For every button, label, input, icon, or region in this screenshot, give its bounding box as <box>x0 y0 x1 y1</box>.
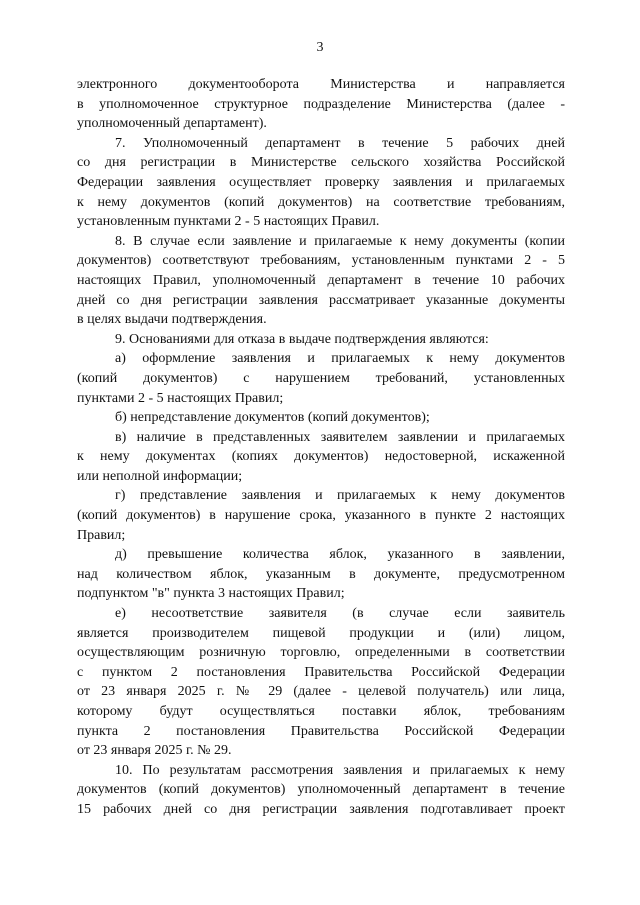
paragraph <box>77 486 565 545</box>
text-line: 8. В случае если заявление и прилагаемые к нему документы (копии <box>115 233 565 249</box>
text-line: а) оформление заявления и прилагаемых к нему документов <box>115 351 565 367</box>
text-line: от 23 января 2025 г. № 29. <box>77 743 232 759</box>
text-line: г) представление заявления и прилагаемых к нему документов <box>115 488 565 504</box>
text-line: к нему документах (копиях документов) недостоверной, искаженной <box>77 449 565 465</box>
text-line: со дня регистрации в Министерстве сельского хозяйства Российской <box>77 155 565 171</box>
paragraph <box>77 408 565 428</box>
text-line: от 23 января 2025 г. № 29 (далее - целевой получатель) или лица, <box>77 684 565 700</box>
text-line: Правил; <box>77 527 126 543</box>
paragraph <box>77 545 565 604</box>
paragraph <box>77 330 565 350</box>
text-line: осуществляющим розничную торговлю, определенными в соответствии <box>77 645 565 661</box>
text-line: в уполномоченное структурное подразделение Министерства (далее - <box>77 96 565 112</box>
text-line: настоящих Правил, уполномоченный департамент в течение 10 рабочих <box>77 272 565 288</box>
page-number: 3 <box>316 40 324 55</box>
text-line: уполномоченный департамент). <box>77 116 267 132</box>
text-line: б) непредставление документов (копий документов); <box>115 410 430 426</box>
text-line: является производителем пищевой продукции и (или) лицом, <box>77 625 565 641</box>
paragraph <box>77 349 565 408</box>
text-line: электронного документооборота Министерства и направляется <box>77 77 565 92</box>
paragraph <box>77 604 565 761</box>
text-line: 7. Уполномоченный департамент в течение 5 рабочих дней <box>115 135 565 151</box>
text-line: (копий документов) с нарушением требований, установленных <box>77 370 565 386</box>
paragraph <box>77 75 565 134</box>
paragraph <box>77 232 565 330</box>
document-body <box>77 75 565 820</box>
text-line: документов) соответствуют требованиям, установленным пунктами 2 - 5 <box>77 253 565 269</box>
text-line: с пунктом 2 постановления Правительства Российской Федерации <box>77 664 565 680</box>
text-line: или неполной информации; <box>77 468 243 484</box>
text-line: в) наличие в представленных заявителем заявлении и прилагаемых <box>115 429 565 445</box>
text-line: установленным пунктами 2 - 5 настоящих Правил. <box>77 214 380 230</box>
text-line: документов (копий документов) уполномоченный департамент в течение <box>77 782 565 798</box>
text-line: е) несоответствие заявителя (в случае если заявитель <box>115 606 565 622</box>
paragraph <box>77 134 565 232</box>
text-line: пункта 2 постановления Правительства Российской Федерации <box>77 723 565 739</box>
text-line: 9. Основаниями для отказа в выдаче подтверждения являются: <box>115 331 489 347</box>
text-line: которому будут осуществляться поставки яблок, требованиям <box>77 704 565 719</box>
text-line: (копий документов) в нарушение срока, указанного в пункте 2 настоящих <box>77 508 565 524</box>
text-line: к нему документов (копий документов) на соответствие требованиям, <box>77 194 565 210</box>
text-line: подпунктом "в" пункта 3 настоящих Правил; <box>77 586 345 602</box>
text-line: Федерации заявления осуществляет проверку заявления и прилагаемых <box>77 174 565 190</box>
text-line: дней со дня регистрации заявления рассматривает указанные документы <box>77 292 565 308</box>
text-line: 10. По результатам рассмотрения заявления и прилагаемых к нему <box>115 762 565 778</box>
text-line: над количеством яблок, указанным в документе, предусмотренном <box>77 566 565 582</box>
text-line: 15 рабочих дней со дня регистрации заявления подготавливает проект <box>77 801 565 817</box>
paragraph <box>77 761 565 820</box>
paragraph <box>77 428 565 487</box>
text-line: д) превышение количества яблок, указанного в заявлении, <box>115 547 565 563</box>
text-line: пунктами 2 - 5 настоящих Правил; <box>77 390 284 406</box>
text-line: в целях выдачи подтверждения. <box>77 312 267 328</box>
